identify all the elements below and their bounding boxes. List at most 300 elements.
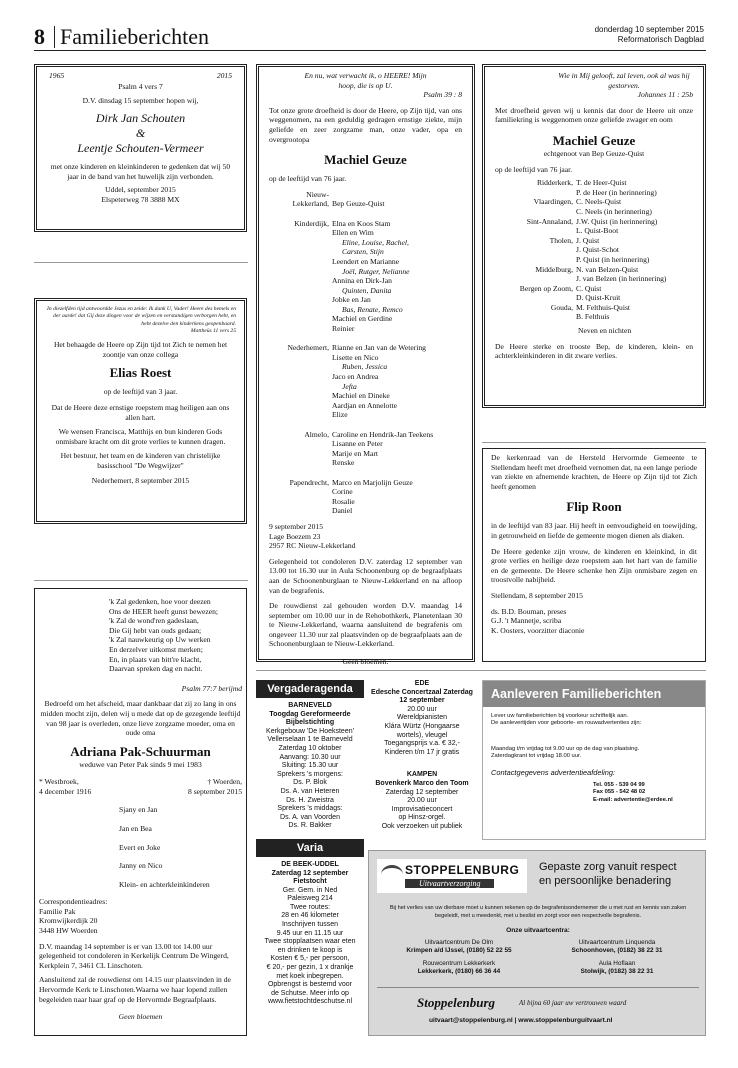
family-place: [269, 324, 332, 334]
family-place: [269, 449, 332, 459]
deceased-name: Elias Roest: [109, 365, 172, 381]
family-place: [269, 458, 332, 468]
centre-name: Rouwcentrum Lekkerkerk: [422, 959, 496, 967]
family-place: Tholen,: [549, 235, 573, 245]
footer-links[interactable]: uitvaart@stoppelenburg.nl | www.stoppelenburguitvaart.nl: [429, 1017, 613, 1024]
family-member: J. Quist-Schot: [576, 245, 620, 255]
agenda-line: Twee routes:: [289, 903, 331, 911]
family-place: [269, 228, 332, 238]
line: Lever uw familieberichten bij voorkeur schriftelijk aan.: [491, 713, 629, 719]
agenda-line: Kinderen t/m 17 jr gratis: [384, 748, 460, 756]
family-place: [269, 353, 332, 363]
family-member: Jan en Bea: [119, 823, 152, 833]
family-row: [269, 238, 462, 248]
family-member: N. van Belzen-Quist: [576, 264, 639, 274]
family-member: Renske: [332, 458, 355, 468]
spouse-line: echtgenoot van Bep Geuze-Quist: [543, 148, 645, 158]
age: op de leeftijd van 3 jaar.: [103, 387, 178, 397]
family-row: [269, 247, 462, 257]
family-place: Vlaardingen,: [533, 197, 573, 207]
block-place: KAMPEN: [406, 771, 438, 779]
family-member: P. Quist (in herinnering): [576, 254, 650, 264]
p1: Gelegenheid tot condoleren D.V. zaterdag 12 september van 13.00 tot 16.30 uur in Aula Schoonenburg op de begraafplaats aan de Schoonenburglaan te Nieuw-Lekkerland en na afloop van de begrafenis.: [269, 556, 462, 595]
family-place: [269, 506, 332, 516]
family-row: [269, 209, 462, 219]
deceased-name: Machiel Geuze: [552, 132, 636, 148]
family-member: J. van Belzen (in herinnering): [576, 274, 667, 284]
family-row: [269, 305, 462, 315]
agenda-line: Inschrijven tussen: [281, 921, 339, 929]
quote-ref: Mattheüs 11 vers 25: [190, 328, 236, 335]
family-row: [269, 286, 462, 296]
family-row: [269, 410, 462, 420]
family-place: Sint-Annaland,: [526, 216, 573, 226]
family-member: Corine: [332, 487, 353, 497]
intro: De kerkenraad van de Hersteld Hervormde Gemeente te Stellendam heeft met droefheid vernomen dat, na een lange periode van ziekte en afnemende krachten, de Heere op Zijn tijd tot Zich heeft genomen: [491, 453, 697, 491]
family-member: Marco en Marjolijn Geuze: [332, 477, 413, 487]
name1: Dirk Jan Schouten: [95, 111, 186, 126]
agenda-line: Ds. R. Bakker: [288, 822, 332, 830]
block-title: Zaterdag 12 september Fietstocht: [271, 869, 349, 886]
aanleveren-box: [482, 680, 706, 840]
family-row: [269, 401, 462, 411]
family-place: [495, 245, 576, 255]
header-paper: Reformatorisch Dagblad: [617, 35, 704, 44]
family-member: Ruben, Jessica: [342, 362, 388, 372]
agenda-line: Twee stopplaatsen waar eten: [264, 938, 356, 946]
agenda-line: Ger. Gem. in Ned: [282, 886, 338, 894]
agenda-header: Vergaderagenda: [256, 680, 364, 698]
jubilee-ad: [34, 64, 247, 232]
agenda-line: met koek inbegrepen.: [276, 972, 344, 980]
family-place: [269, 295, 332, 305]
family-member: [332, 209, 334, 219]
intro: D.V. dinsdag 15 september hopen wij,: [82, 95, 199, 105]
family-member: Janny en Nico: [119, 861, 163, 871]
family-row: [269, 334, 462, 344]
family-member: C. Neels (in herinnering): [576, 206, 652, 216]
family-member: Sjany en Jan: [119, 805, 158, 815]
flowers: Geen bloemen.: [342, 657, 389, 667]
psalm-ref: Psalm 77:7 berijmd: [181, 683, 242, 693]
year-end: 2015: [216, 71, 232, 80]
family-place: [269, 334, 332, 344]
family-row: [495, 245, 693, 255]
died-date: 8 september 2015: [188, 787, 242, 797]
family-row: [269, 295, 462, 305]
age: op de leeftijd van 76 jaar.: [495, 164, 573, 174]
block-title: Toogdag Gereformeerde Bijbelstichting: [269, 710, 351, 727]
family-member: Lisanne en Peter: [332, 439, 383, 449]
centre-phone: Stolwijk, (0182) 38 22 31: [580, 968, 654, 976]
family-place: [269, 401, 332, 411]
family-row: [495, 207, 693, 217]
p1: in de leeftijd van 83 jaar. Hij heeft in eenvoudigheid en toewijding, in getrouwheid en liefde de gemeente mogen dienen als diaken.: [491, 521, 697, 540]
family-row: [269, 228, 462, 238]
deceased-name: Machiel Geuze: [324, 152, 407, 168]
family-member: Ellen en Wim: [332, 228, 374, 238]
family-list: [119, 805, 242, 889]
place: Uddel, september 2015: [105, 185, 176, 195]
family-member: Carsten, Stijn: [342, 247, 384, 257]
family-place: [269, 267, 332, 277]
logo-icon: [381, 865, 403, 884]
family-place: [269, 247, 332, 257]
adriana-ad: [34, 588, 247, 1036]
family-list: [495, 178, 693, 322]
stoppelenburg-ad: [368, 850, 706, 1036]
aanleveren-title: Aanleveren Familieberichten: [483, 681, 705, 707]
agenda-line: Zaterdag 12 september: [385, 788, 459, 796]
agenda-line: 20.00 uur: [407, 705, 437, 713]
footer-logo: Stoppelenburg: [417, 995, 496, 1010]
agenda-line: Zaterdag 10 oktober: [278, 744, 342, 752]
deceased-name: Flip Roon: [566, 499, 622, 515]
agenda-line: Ds. P. Blok: [293, 779, 327, 787]
family-member: Marije en Mart: [332, 448, 378, 458]
family-member: Leendert en Marianne: [332, 256, 400, 266]
elias-ad: [34, 298, 247, 524]
agenda-line: 20.00 uur: [407, 797, 437, 805]
family-place: Papendrecht,: [289, 477, 329, 487]
family-row: [495, 312, 693, 322]
signatory: K. Oosters, voorzitter diaconie: [491, 625, 585, 635]
family-member: Daniel: [332, 506, 353, 516]
family-row: [495, 178, 693, 188]
family-member: Rianne en Jan van de Wetering: [332, 343, 426, 353]
family-place: Bergen op Zoom,: [519, 283, 573, 293]
family-member: Rosalie: [332, 496, 355, 506]
family-member: P. de Heer (in herinnering): [576, 187, 657, 197]
family-member: Aardjan en Annelotte: [332, 400, 397, 410]
ad-text: Bij het verlies van uw dierbare moet u kunnen rekenen op de begrafenisondernemer die u met rust en kennis van zaken begeleidt, met u meedenkt, met u beslist en zorgt voor een respectvolle begrafenis.: [389, 905, 687, 919]
poem-line: Daarvan spreken dag en nacht.: [109, 664, 203, 674]
family-place: [269, 276, 332, 286]
flowers: Geen bloemen: [118, 1012, 163, 1022]
family-place: [269, 382, 332, 392]
block-title: Edesche Concertzaal Zaterdag 12 september: [371, 688, 473, 705]
family-row: [269, 382, 462, 392]
agenda-line: Toegangsprijs v.a. € 32,-: [384, 740, 460, 748]
family-place: Nederhemert,: [287, 343, 329, 353]
family-place: Kinderdijk,: [294, 218, 329, 228]
nephews: Neven en nichten: [578, 326, 632, 336]
family-list: [269, 190, 462, 516]
family-member: Jaco en Andrea: [332, 372, 379, 382]
family-place: Almelo,: [304, 429, 329, 439]
agenda-line: 28 en 46 kilometer: [281, 912, 339, 920]
agenda-line: Sprekers 's middags:: [277, 805, 343, 813]
agenda-line: Sprekers 's morgens:: [277, 770, 343, 778]
slogan-1: Gepaste zorg vanuit respect: [539, 861, 677, 873]
family-row: [495, 265, 693, 275]
family-member: Elna en Koos Stam: [332, 218, 391, 228]
agenda-line: Vellerselaan 1 te Barneveld: [267, 736, 353, 744]
p1: Dat de Heere deze ernstige roepstem mag heiligen aan ons allen hart.: [51, 403, 230, 422]
agenda-line: Kosten € 5,- per persoon,: [270, 955, 350, 963]
family-member: C. Neels-Quist: [576, 197, 622, 207]
family-row: [269, 343, 462, 353]
centre-name: Uitvaartcentrum De Olm: [424, 939, 494, 946]
agenda-column-2: [368, 680, 476, 832]
agenda-line: Aanvang: 10.30 uur: [279, 753, 341, 761]
family-row: [269, 276, 462, 286]
family-row: [269, 497, 462, 507]
quote: In diezelfden tijd antwoordde Jezus en zeide: Ik dank U, Vader! Heere des hemels en der aarde! dat Gij deze dingen voor de wijzen en verstandigen verborgen hebt, en hebt dezelve den kinderkens geopenbaard.: [47, 306, 236, 327]
poem-line: 'k Zal nauwkeurig op Uw werken: [109, 635, 211, 645]
family-row: [495, 255, 693, 265]
poem-line: Die Gij hebt van ouds gedaan;: [109, 625, 202, 635]
poem: [109, 597, 242, 674]
family-row: [495, 236, 693, 246]
signatory: G.J. 't Mannetje, scriba: [491, 616, 562, 626]
born-date: 4 december 1916: [39, 787, 92, 797]
agenda-line: de Schutse. Meer info op: [271, 989, 349, 997]
agenda-line: Improvisatieconcert: [391, 805, 453, 813]
family-member: Annina en Dirk-Jan: [332, 276, 392, 286]
family-place: [495, 255, 576, 265]
family-place: [495, 274, 576, 284]
family-row: [269, 257, 462, 267]
block-place: DE BEEK-UDDEL: [281, 860, 339, 868]
p2: De Heere gedenke zijn vrouw, de kinderen en kleinkind, in dit grote verlies en heilige deze roepstem aan het hart van de familie en de gemeente. De Heere schenke hen Zijn onmisbare zegen en troostvolle nabijheid.: [491, 546, 697, 585]
logo-sub: Uitvaartverzorging: [405, 879, 494, 888]
centre-phone: Lekkerkerk, (0180) 66 36 44: [417, 968, 501, 976]
died: † Woerden,: [207, 777, 242, 787]
agenda-line: Sluiting: 15.30 uur: [281, 762, 339, 770]
family-place: [269, 209, 332, 219]
family-row: [269, 324, 462, 334]
closing: De Heere sterke en trooste Bep, de kinderen, klein- en achterkleinkinderen in dit zware verlies.: [495, 341, 693, 361]
page-number: 8: [34, 24, 45, 49]
addr-line: 9 september 2015: [269, 521, 323, 531]
p2: Aansluitend zal de rouwdienst om 14.15 uur plaatsvinden in de Hervormde Kerk te Linschoten.Waarna we haar lopend zullen begeleiden naar haar graf op de Hervormde Begraafplaats.: [39, 975, 231, 1004]
family-member: Machiel en Gerdine: [332, 314, 393, 324]
family-member: [332, 468, 334, 478]
family-member: Bep Geuze-Quist: [332, 199, 385, 209]
quote-ref: Psalm 39 : 8: [423, 90, 462, 100]
family-place: Gouda,: [550, 302, 573, 312]
agenda-line: 9.45 uur en 11.15 uur: [276, 929, 344, 937]
block-place: EDE: [414, 680, 430, 687]
family-row: [269, 449, 462, 459]
intro: Tot onze grote droefheid is door de Heere, op Zijn tijd, van ons weggenomen, na een geduldig gedragen ernstige ziekte, mijn geliefde en zeer zorgzame man, onze vader, opa en overgrootopa: [269, 105, 462, 144]
year-start: 1965: [49, 71, 65, 80]
contact-label: Contactgegevens advertentieafdeling:: [491, 767, 616, 777]
centre-name: Aula Hoflaan: [598, 959, 636, 967]
family-place: [495, 226, 576, 236]
poem-line: En derzelver uitkomst merken;: [109, 644, 203, 654]
place: Stellendam, 8 september 2015: [491, 590, 583, 600]
family-place: [269, 257, 332, 267]
centre-phone: Schoonhoven, (0182) 38 22 31: [571, 947, 663, 955]
family-place: [269, 497, 332, 507]
addr-line: Lage Boezem 23: [269, 531, 321, 541]
family-place: Middelburg,: [535, 264, 573, 274]
family-row: [269, 478, 462, 488]
p2: De rouwdienst zal gehouden worden D.V. maandag 14 september om 10.00 uur in de Rehobothkerk, Planetenlaan 30 te Nieuw-Lekkerland, waarna aansluitend de begrafenis om ongeveer 11.30 uur zal plaatsvinden op de begraafplaats aan de Schoonenburglaan te Nieuw-Lekkerland.: [269, 601, 462, 649]
age: op de leeftijd van 76 jaar.: [269, 174, 347, 184]
intro: Met droefheid geven wij u kennis dat door de Heere uit onze familiekring is weggenomen onze geliefde zwager en oom: [495, 105, 693, 125]
address: Elspeterweg 78 3888 MX: [101, 194, 180, 204]
family-row: [495, 226, 693, 236]
family-row: [269, 468, 462, 478]
family-row: [495, 303, 693, 313]
agenda-line: www.fietstochtdeschutse.nl: [267, 998, 353, 1006]
family-place: [269, 468, 332, 478]
corr-line: Kromwijkerdijk 20: [39, 916, 98, 926]
family-member: Jefta: [342, 381, 357, 391]
family-row: [269, 420, 462, 430]
family-member: Machiel en Dineke: [332, 391, 390, 401]
family-row: [495, 284, 693, 294]
family-row: [269, 267, 462, 277]
family-row: [269, 391, 462, 401]
family-place: [269, 362, 332, 372]
line: Zaterdagkrant tot vrijdag 18.00 uur.: [491, 753, 582, 760]
family-row: [269, 362, 462, 372]
family-member: Klein- en achterkleinkinderen: [119, 879, 210, 889]
header-date: donderdag 10 september 2015: [594, 25, 704, 34]
family-place: [269, 420, 332, 430]
agenda-line: Kerkgebouw 'De Hoeksteen': [266, 727, 354, 735]
family-row: [495, 217, 693, 227]
family-place: [269, 305, 332, 315]
slogan-2: en persoonlijke benadering: [539, 875, 672, 887]
p2: We wensen Francisca, Matthijs en bun kinderen Gods onmisbare kracht om dit grote verlies te kunnen dragen.: [55, 427, 226, 446]
p3: Het bestuur, het team en de kinderen van christelijke basisschool "De Wegwijzer": [60, 451, 221, 470]
family-place: [269, 487, 332, 497]
phone: Tel. 055 - 539 04 99: [593, 782, 645, 789]
corr-line: Familie Pak: [39, 906, 76, 916]
block-place: BARNEVELD: [288, 702, 332, 709]
family-row: [269, 372, 462, 382]
family-member: D. Quist-Kruit: [576, 293, 621, 303]
agenda-line: Ds. H. Zweistra: [286, 796, 334, 804]
family-member: J. Quist: [576, 235, 600, 245]
centra-heading: Onze uitvaartcentra:: [506, 927, 570, 934]
family-member: B. Felthuis: [576, 312, 610, 322]
logo-text: STOPPELENBURG: [405, 863, 520, 877]
family-row: [269, 353, 462, 363]
deceased-name: Adriana Pak-Schuurman: [70, 743, 211, 759]
fax: Fax 055 - 542 48 02: [593, 789, 646, 796]
intro: Bedroefd om het afscheid, maar dankbaar dat zij zo lang in ons midden mocht zijn, delen wij u mede dat op de gezegende leeftijd van 98 jaar is overleden, onze lieve zorgzame moeder, oma en oude oma: [40, 699, 241, 738]
family-row: [269, 430, 462, 440]
centre-phone: Krimpen a/d IJssel, (0180) 52 22 55: [406, 947, 512, 955]
family-member: Evert en Joke: [119, 842, 161, 852]
family-row: [495, 293, 693, 303]
agenda-line: Ook verzoeken uit publiek: [381, 822, 463, 830]
family-member: Lisette en Nico: [332, 352, 379, 362]
family-place: [269, 286, 332, 296]
agenda-line: Opbrengst is bestemd voor: [267, 981, 353, 989]
family-member: M. Felthuis-Quist: [576, 302, 631, 312]
centre-name: Uitvaartcentrum Linquenda: [578, 939, 656, 946]
ampersand: &: [135, 126, 146, 141]
signatory: ds. B.D. Bouman, preses: [491, 606, 567, 616]
intro: Het behaagde de Heere op Zijn tijd tot Zich te nemen het zoontje van onze collega: [53, 340, 228, 359]
agenda-line: Paleisweg 214: [287, 895, 333, 903]
place: Nederhemert, 8 september 2015: [91, 475, 190, 485]
family-member: Eline, Louise, Rachel,: [342, 237, 409, 247]
text: met onze kinderen en kleinkinderen te gedenken dat wij 50 jaar in de band van het huwelijk zijn verbonden.: [50, 162, 231, 181]
family-place: Lekkerland,: [292, 199, 329, 209]
family-row: [269, 506, 462, 516]
agenda-line: en drinken te koop is: [277, 946, 343, 954]
family-member: C. Quist: [576, 283, 602, 293]
family-row: [269, 458, 462, 468]
family-member: L. Quist-Boot: [576, 226, 619, 236]
section-title: Familieberichten: [60, 24, 210, 49]
family-place: [495, 188, 576, 198]
machiel-ad-family: [256, 64, 475, 667]
family-place: Nieuw-: [306, 189, 329, 199]
family-member: [332, 420, 334, 430]
psalm-ref: Psalm 4 vers 7: [118, 82, 163, 91]
family-place: Ridderkerk,: [536, 178, 573, 188]
family-row: [495, 274, 693, 284]
family-row: [269, 487, 462, 497]
email: E-mail: advertentie@erdee.nl: [593, 796, 673, 803]
family-place: [269, 410, 332, 420]
agenda-line: Ds. A. van Heteren: [280, 787, 340, 795]
family-member: Elize: [332, 410, 348, 420]
agenda-line: € 20,- per gezin, 1 x drankje: [266, 964, 354, 972]
footer-tagline: Al bijna 60 jaar uw vertrouwen waard: [519, 999, 627, 1007]
family-place: [269, 238, 332, 248]
quote: En nu, wat verwacht ik, o HEERE! Mijn hoop, die is op U.: [304, 71, 427, 90]
page-header: [34, 22, 706, 51]
varia-header: Varia: [256, 839, 364, 857]
family-member: [332, 190, 334, 200]
name2: Leentje Schouten-Vermeer: [77, 141, 204, 156]
flip-roon-ad: [482, 448, 706, 662]
poem-line: 'k Zal gedenken, hoe voor deezen: [109, 597, 211, 606]
family-row: [269, 190, 462, 200]
line: Maandag t/m vrijdag tot 9.00 uur op de dag van plaatsing.: [491, 745, 640, 752]
family-row: [495, 197, 693, 207]
family-member: Caroline en Hendrik-Jan Teekens: [332, 429, 434, 439]
family-place: [269, 439, 332, 449]
block-title: Bovenkerk Marco den Toom: [375, 779, 469, 787]
family-place: [495, 312, 576, 322]
family-place: [269, 391, 332, 401]
agenda-line: Wereldpianisten: [396, 714, 448, 722]
family-member: J.W. Quist (in herinnering): [576, 216, 658, 226]
family-row: [269, 439, 462, 449]
line: De aanlevertijden voor geboorte- en rouwadvertenties zijn:: [491, 720, 642, 727]
agenda-column: [256, 680, 364, 1007]
addr-line: 2957 RC Nieuw-Lekkerland: [269, 541, 356, 551]
quote: Wie in Mij gelooft, zal leven, ook al was hij gestorven.: [558, 71, 690, 90]
widow-line: weduwe van Peter Pak sinds 9 mei 1983: [79, 759, 202, 769]
family-member: Joël, Rutger, Nelianne: [342, 266, 410, 276]
agenda-line: Ds. A. van Voorden: [280, 813, 340, 821]
poem-line: En, in plaats van bitt're klacht,: [109, 654, 202, 664]
quote-ref: Johannes 11 : 25b: [637, 90, 693, 100]
machiel-ad-inlaws: [482, 64, 706, 408]
poem-line: Ons de HEER heeft gunst bewezen;: [109, 606, 219, 616]
corr-line: 3448 HW Woerden: [39, 926, 98, 936]
family-row: [495, 188, 693, 198]
family-place: [495, 293, 576, 303]
born: * Westbroek,: [39, 777, 79, 787]
agenda-line: op Hinsz-orgel.: [398, 814, 446, 822]
family-place: [269, 314, 332, 324]
family-member: Reinier: [332, 324, 355, 334]
agenda-line: wortels), vleugel: [396, 731, 448, 739]
